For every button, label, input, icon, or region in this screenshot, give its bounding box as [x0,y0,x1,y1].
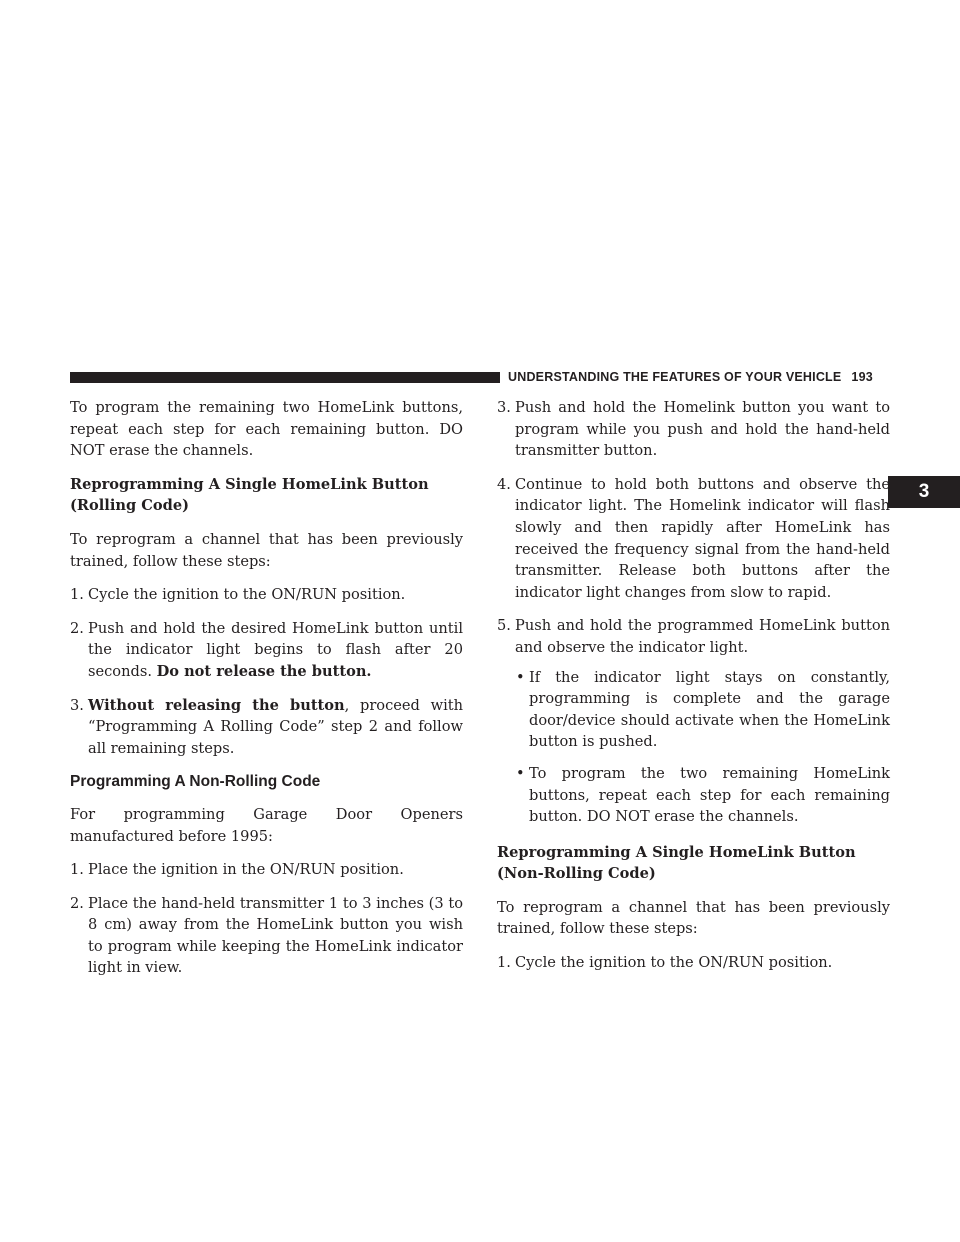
header-section-title: UNDERSTANDING THE FEATURES OF YOUR VEHICLE [508,370,842,384]
step-number: 2. [70,619,84,637]
step-number: 1. [497,954,511,972]
bullet-text: To program the two remaining HomeLink buttons, repeat each step for each remaining button. DO NOT erase the channels. [529,764,890,826]
rolling-step-2 [70,618,463,683]
step-number: 4. [497,475,511,493]
non-rolling-step-5 [497,615,890,658]
non-rolling-step-3 [497,397,890,462]
left-column [70,397,463,991]
step-number: 1. [70,861,84,879]
chapter-tab[interactable]: 3 [888,476,960,508]
step-text: Continue to hold both buttons and observe the indicator light. The Homelink indicator will flash slowly and then rapidly after HomeLink has received the frequency signal from the hand-held transmitter. Release both buttons after the indicator light changes from slow to rapid. [515,475,890,601]
bullet-icon: • [516,764,525,782]
step-emphasis: Without releasing the button [88,696,345,714]
right-column [497,397,890,986]
rolling-step-1 [70,584,463,606]
step-number: 3. [70,696,84,714]
step-emphasis: Do not release the button. [156,662,372,680]
step-text: Place the hand-held transmitter 1 to 3 inches (3 to 8 cm) away from the HomeLink button you wish to program while keeping the HomeLink indicator light in view. [88,894,463,977]
bullet-item [497,763,890,828]
running-header [508,370,873,384]
rolling-code-intro: To reprogram a channel that has been previously trained, follow these steps: [70,530,463,570]
non-rolling-step-4 [497,474,890,604]
bullet-icon: • [516,668,525,686]
subheading-line-1: Reprogramming A Single HomeLink Button [497,843,856,861]
subheading-non-rolling-code [497,842,890,885]
step-text: Cycle the ignition to the ON/RUN position. [515,954,833,972]
step-number: 2. [70,894,84,912]
non-rolling-reprogram-step-1 [497,952,890,974]
subheading-line-2: (Non-Rolling Code) [497,865,656,883]
step-text: Place the ignition in the ON/RUN position. [88,861,404,879]
bullet-item [497,667,890,753]
rolling-step-3 [70,695,463,760]
non-rolling-intro: For programming Garage Door Openers manufactured before 1995: [70,805,463,845]
non-rolling-reprogram-intro: To reprogram a channel that has been previously trained, follow these steps: [497,898,890,938]
step-number: 3. [497,399,511,416]
subheading-rolling-code: Reprogramming A Single HomeLink Button (Rolling Code) [70,475,429,515]
step-text: Push and hold the programmed HomeLink button and observe the indicator light. [515,617,890,656]
step-text: Push and hold the desired HomeLink button until the indicator light begins to flash after 20 seconds. [88,619,463,680]
section-title-non-rolling: Programming A Non-Rolling Code [70,773,321,791]
non-rolling-step-2 [70,893,463,979]
step-text: , proceed with “Programming A Rolling Code” step 2 and follow all remaining steps. [88,696,464,757]
header-rule [70,372,500,383]
page-number: 193 [851,370,873,384]
intro-paragraph: To program the remaining two HomeLink buttons, repeat each step for each remaining button. DO NOT erase the channels. [70,399,463,460]
non-rolling-step-1 [70,859,463,881]
step-text: Cycle the ignition to the ON/RUN position. [88,586,406,604]
step-number: 1. [70,586,84,604]
step-number: 5. [497,617,511,635]
step-text: Push and hold the Homelink button you want to program while you push and hold the hand-held transmitter button. [515,399,890,460]
bullet-text: If the indicator light stays on constantly, programming is complete and the garage door/device should activate when the HomeLink button is pushed. [529,668,890,751]
